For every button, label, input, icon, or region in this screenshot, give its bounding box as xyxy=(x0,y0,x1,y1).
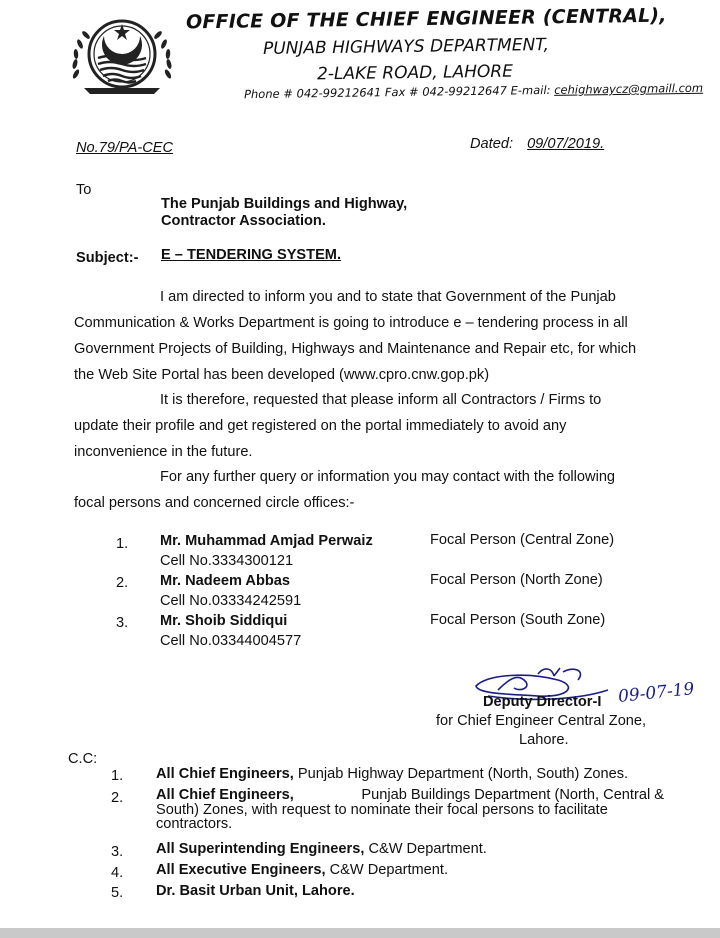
list-item-number: 4. xyxy=(111,865,124,881)
cc-recipient: Dr. Basit Urban Unit, Lahore. xyxy=(156,883,355,899)
cc-recipient: All Superintending Engineers, xyxy=(156,841,365,857)
paragraph-1-line-2: Communication & Works Department is going to introduce e – tendering process in all xyxy=(74,315,628,331)
cc-label: C.C: xyxy=(68,751,98,767)
reference-number: No.79/PA-CEC xyxy=(76,140,174,156)
office-title: OFFICE OF THE CHIEF ENGINEER (CENTRAL), xyxy=(185,4,667,34)
cc-recipient: All Executive Engineers, xyxy=(156,862,326,878)
focal-person-name: Mr. Nadeem Abbas xyxy=(160,573,291,589)
paragraph-3-line-2: focal persons and concerned circle offices:- xyxy=(74,495,355,511)
focal-person-cell: Cell No.3334300121 xyxy=(160,553,294,569)
cc-detail: Punjab Buildings Department (North, Central & xyxy=(361,787,664,803)
signatory-city: Lahore. xyxy=(519,732,569,748)
paragraph-3-line-1: For any further query or information you may contact with the following xyxy=(160,469,616,485)
date-value: 09/07/2019. xyxy=(527,136,605,152)
focal-person-role: Focal Person (Central Zone) xyxy=(430,532,615,548)
punjab-logo xyxy=(66,14,178,96)
recipient-line-1: The Punjab Buildings and Highway, xyxy=(161,196,408,212)
cc-item xyxy=(156,766,628,782)
list-item-number: 2. xyxy=(116,575,129,591)
focal-person-cell: Cell No.03334242591 xyxy=(160,593,302,609)
list-item-number: 5. xyxy=(111,885,124,901)
department-name: PUNJAB HIGHWAYS DEPARTMENT, xyxy=(262,35,550,59)
scan-border xyxy=(0,928,720,938)
focal-person-name: Mr. Muhammad Amjad Perwaiz xyxy=(160,533,373,549)
signatory-title: Deputy Director-I xyxy=(483,694,602,710)
focal-person-cell: Cell No.03344004577 xyxy=(160,633,302,649)
paragraph-2-line-1: It is therefore, requested that please inform all Contractors / Firms to xyxy=(160,392,602,408)
cc-recipient: All Chief Engineers, xyxy=(156,787,294,803)
cc-detail: C&W Department. xyxy=(368,841,487,857)
paragraph-2-line-2: update their profile and get registered on the portal immediately to avoid any xyxy=(74,418,567,434)
department-address: 2-LAKE ROAD, LAHORE xyxy=(316,61,514,85)
cc-detail: South) Zones, with request to nominate their focal persons to facilitate xyxy=(156,802,608,818)
paragraph-2-line-3: inconvenience in the future. xyxy=(74,444,253,460)
list-item-number: 3. xyxy=(111,844,124,860)
to-label: To xyxy=(76,182,92,198)
handwritten-date: 09-07-19 xyxy=(617,679,696,707)
date-line xyxy=(470,136,604,152)
dated-label: Dated: xyxy=(470,136,513,152)
cc-detail: Punjab Highway Department (North, South) Zones. xyxy=(297,766,629,782)
contact-line xyxy=(244,81,703,101)
cc-item xyxy=(156,841,487,857)
paragraph-1-line-1: I am directed to inform you and to state that Government of the Punjab xyxy=(160,289,616,305)
cc-recipient: All Chief Engineers, xyxy=(156,766,294,782)
focal-person-role: Focal Person (North Zone) xyxy=(430,572,603,588)
cc-detail: C&W Department. xyxy=(329,862,448,878)
focal-person-role: Focal Person (South Zone) xyxy=(430,612,606,628)
email-text: cehighwaycz@gmaill.com xyxy=(554,80,704,97)
phone-fax-text: Phone # 042-99212641 Fax # 042-99212647 E-mail: xyxy=(243,82,555,102)
paragraph-1-line-3: Government Projects of Building, Highways and Maintenance and Repair etc, for which xyxy=(74,341,637,357)
list-item-number: 2. xyxy=(111,790,124,806)
subject-label: Subject:- xyxy=(76,250,139,266)
cc-item xyxy=(156,862,448,878)
recipient-line-2: Contractor Association. xyxy=(161,213,326,229)
subject-text: E – TENDERING SYSTEM. xyxy=(161,247,342,263)
cc-detail: contractors. xyxy=(156,816,233,832)
focal-person-name: Mr. Shoib Siddiqui xyxy=(160,613,288,629)
list-item-number: 1. xyxy=(116,536,129,552)
paragraph-1-line-4: the Web Site Portal has been developed (www.cpro.cnw.gop.pk) xyxy=(74,367,490,383)
signatory-for-line: for Chief Engineer Central Zone, xyxy=(436,713,647,729)
list-item-number: 1. xyxy=(111,768,124,784)
cc-item xyxy=(156,787,664,832)
list-item-number: 3. xyxy=(116,615,129,631)
